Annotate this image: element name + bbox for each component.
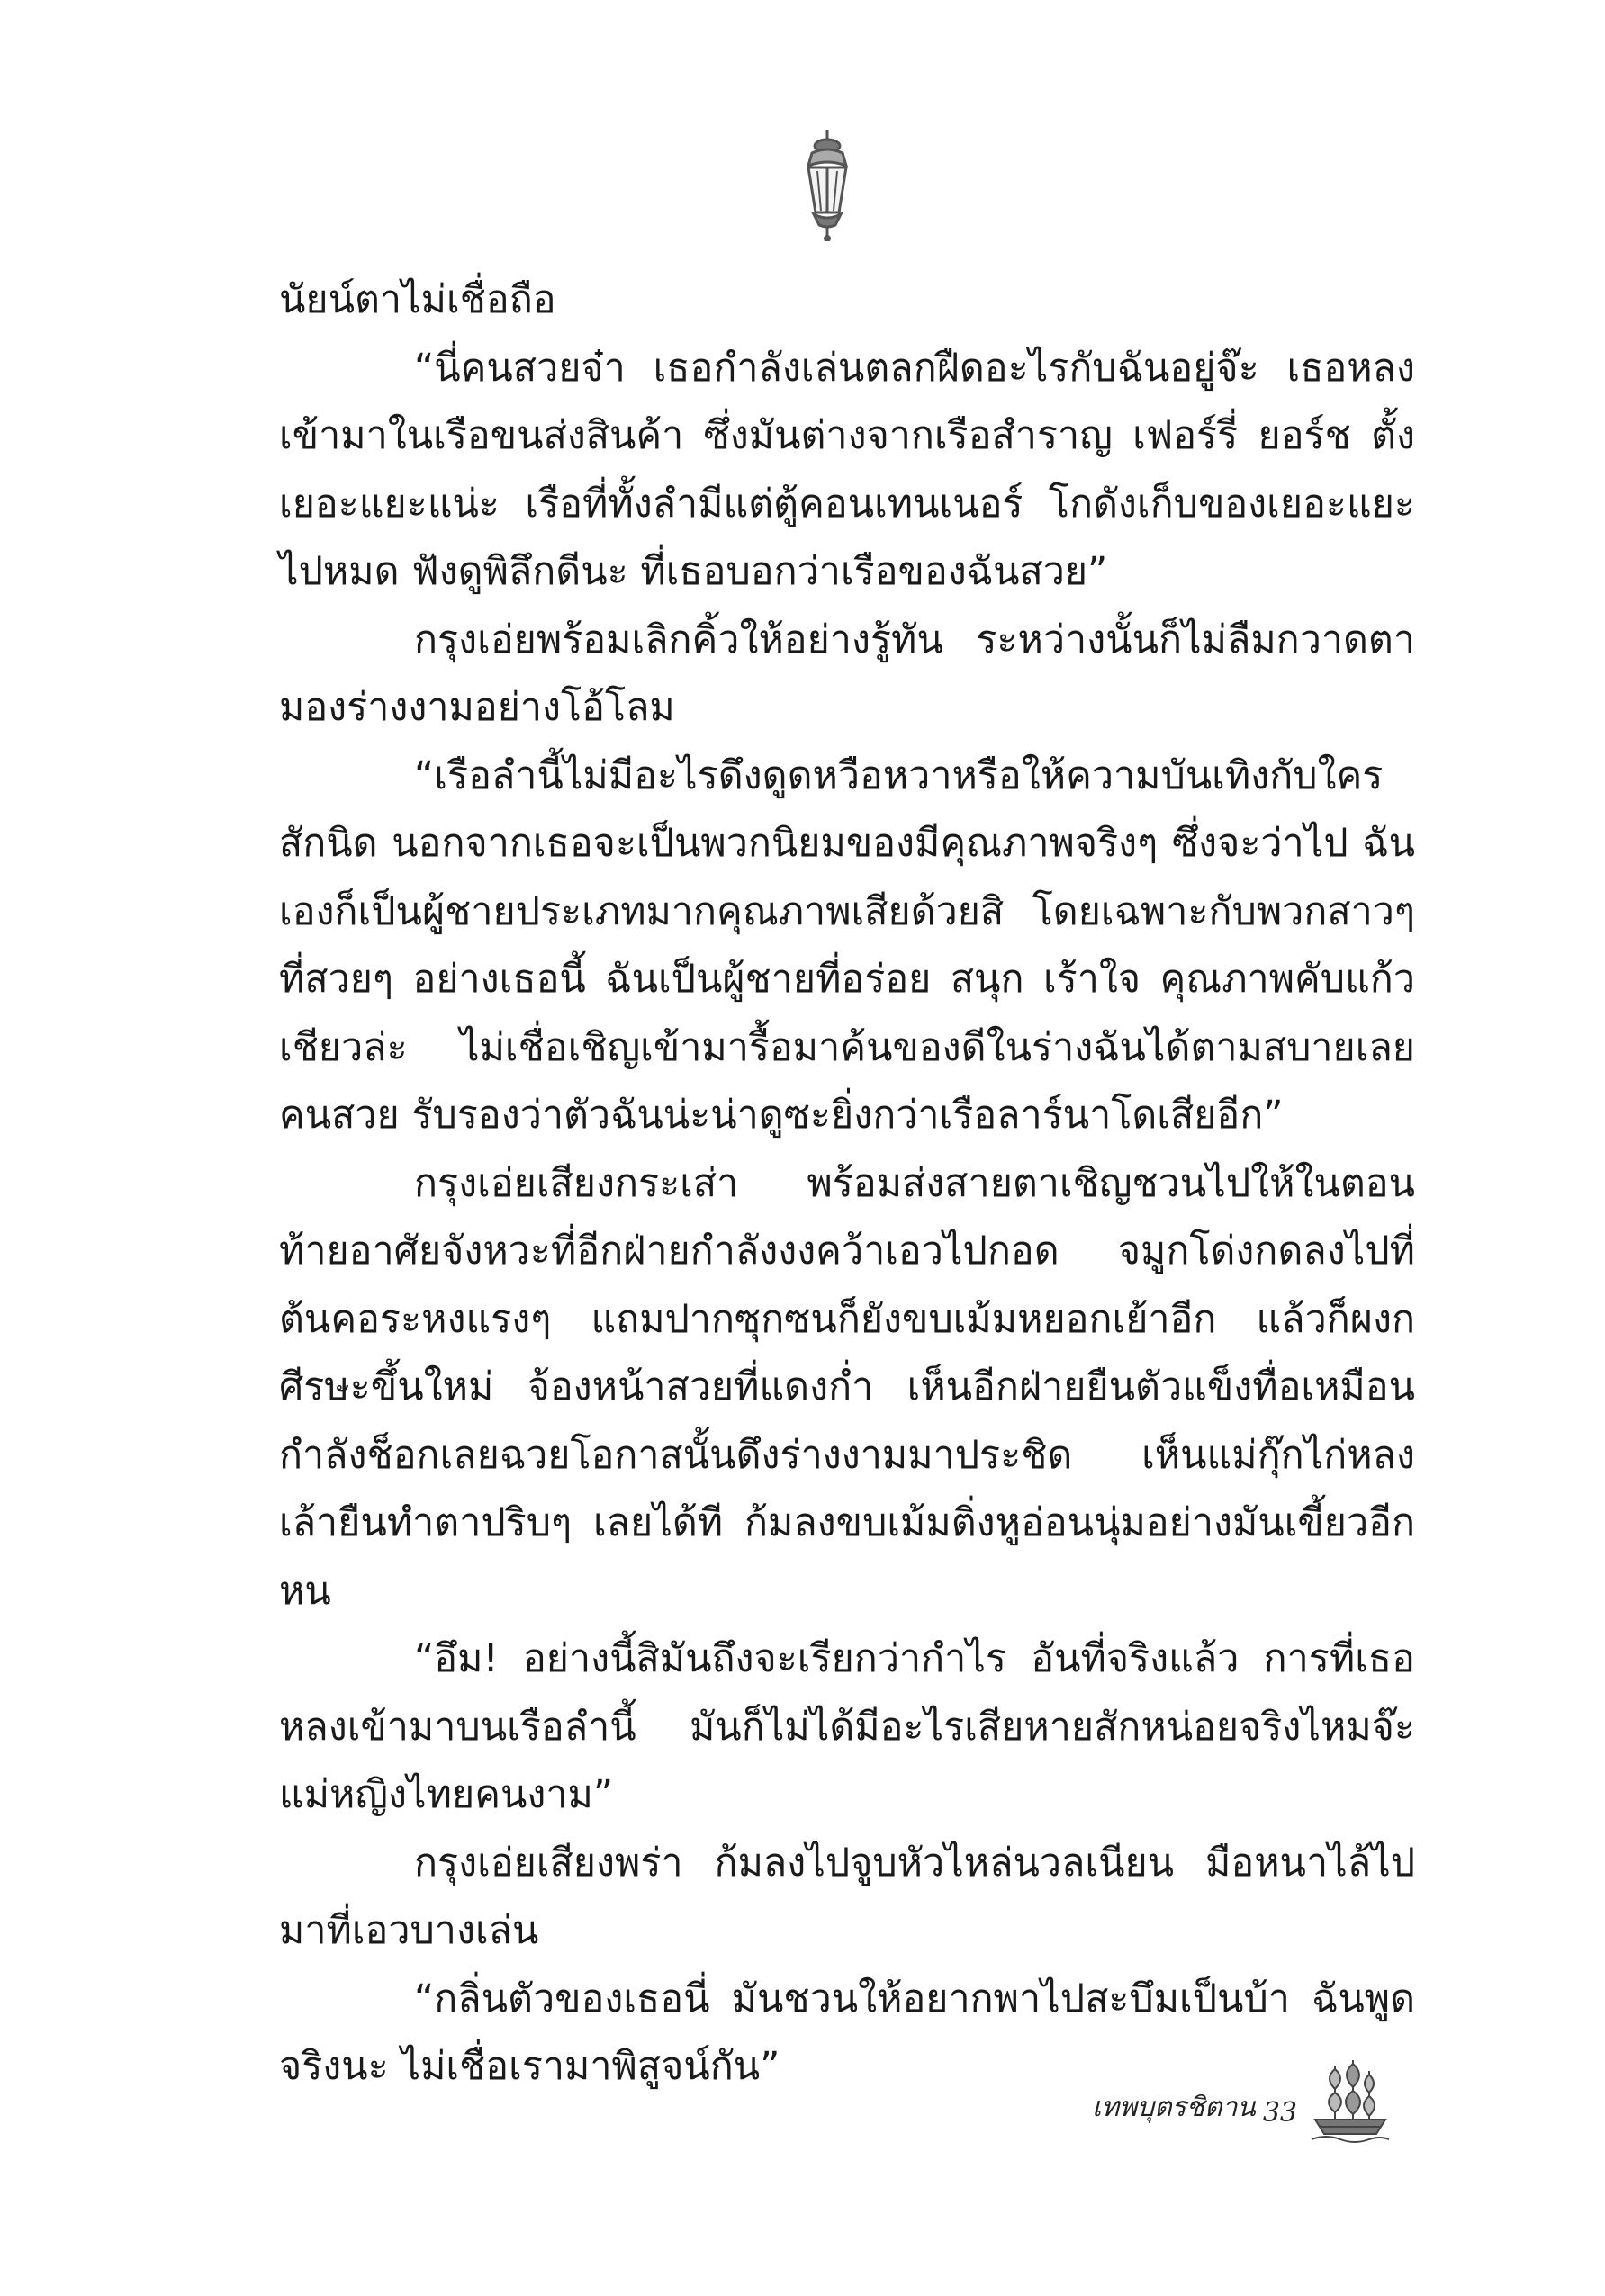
sailing-ship-icon	[1308, 2057, 1391, 2147]
paragraph: กรุงเอ่ยเสียงกระเส่า พร้อมส่งสายตาเชิญชวนไปให้ในตอนท้ายอาศัยจังหวะที่อีกฝ่ายกำลังงงคว้าเอวไปกอด จมูกโด่งกดลงไปที่ต้นคอระหงแรงๆ แถมปากซุกซนก็ยังขบเม้มหยอกเย้าอีก แล้วก็ผงกศีรษะขึ้นใหม่ จ้องหน้าสวยที่แดงก่ำ เห็นอีกฝ่ายยืนตัวแข็งทื่อเหมือนกำลังช็อกเลยฉวยโอกาสนั้นดึงร่างงามมาประชิด เห็นแม่กุ๊กไก่หลงเล้ายืนทำตาปริบๆ เลยได้ที ก้มลงขบเม้มติ่งหูอ่อนนุ่มอย่างมันเขี้ยวอีกหน	[279, 1160, 1415, 1614]
paragraph: นัยน์ตาไม่เชื่อถือ	[279, 277, 556, 322]
running-title: เทพบุตรชิตาน	[1092, 2092, 1256, 2123]
paragraph: กรุงเอ่ยเสียงพร่า ก้มลงไปจูบหัวไหล่นวลเนียน มือหนาไล้ไปมาที่เอวบางเล่น	[279, 1840, 1415, 1953]
paragraph: กรุงเอ่ยพร้อมเลิกคิ้วให้อย่างรู้ทัน ระหว่างนั้นก็ไม่ลืมกวาดตามองร่างงามอย่างโอ้โลม	[279, 617, 1415, 730]
paragraph: “กลิ่นตัวของเธอนี่ มันชวนให้อยากพาไปสะบึมเป็นบ้า ฉันพูดจริงนะ ไม่เชื่อเรามาพิสูจน์กัน”	[279, 1976, 1415, 2089]
paragraph: “เรือลำนี้ไม่มีอะไรดึงดูดหวือหวาหรือให้ความบันเทิงกับใครสักนิด นอกจากเธอจะเป็นพวกนิยมของมีคุณภาพจริงๆ ซึ่งจะว่าไป ฉันเองก็เป็นผู้ชายประเภทมากคุณภาพเสียด้วยสิ โดยเฉพาะกับพวกสาวๆ ที่สวยๆ อย่างเธอนี้ ฉันเป็นผู้ชายที่อร่อย สนุก เร้าใจ คุณภาพคับแก้วเชียวล่ะ ไม่เชื่อเชิญเข้ามารื้อมาค้นของดีในร่างฉันได้ตามสบายเลยคนสวย รับรองว่าตัวฉันน่ะน่าดูซะยิ่งกว่าเรือลาร์นาโดเสียอีก”	[279, 752, 1415, 1138]
lantern-ornament-icon	[798, 126, 857, 241]
page-number: 33	[1262, 2097, 1297, 2129]
page-footer	[1092, 2057, 1391, 2147]
paragraph: “อึม! อย่างนี้สิมันถึงจะเรียกว่ากำไร อันที่จริงแล้ว การที่เธอหลงเข้ามาบนเรือลำนี้ มันก็ไม่ได้มีอะไรเสียหายสักหน่อยจริงไหมจ๊ะแม่หญิงไทยคนงาม”	[279, 1636, 1415, 1817]
body-text	[279, 266, 1415, 2102]
paragraph: “นี่คนสวยจ๋า เธอกำลังเล่นตลกฝืดอะไรกับฉันอยู่จ๊ะ เธอหลงเข้ามาในเรือขนส่งสินค้า ซึ่งมันต่างจากเรือสำราญ เฟอร์รี่ ยอร์ช ตั้งเยอะแยะแน่ะ เรือที่ทั้งลำมีแต่ตู้คอนเทนเนอร์ โกดังเก็บของเยอะแยะไปหมด ฟังดูพิลึกดีนะ ที่เธอบอกว่าเรือของฉันสวย”	[279, 345, 1415, 594]
